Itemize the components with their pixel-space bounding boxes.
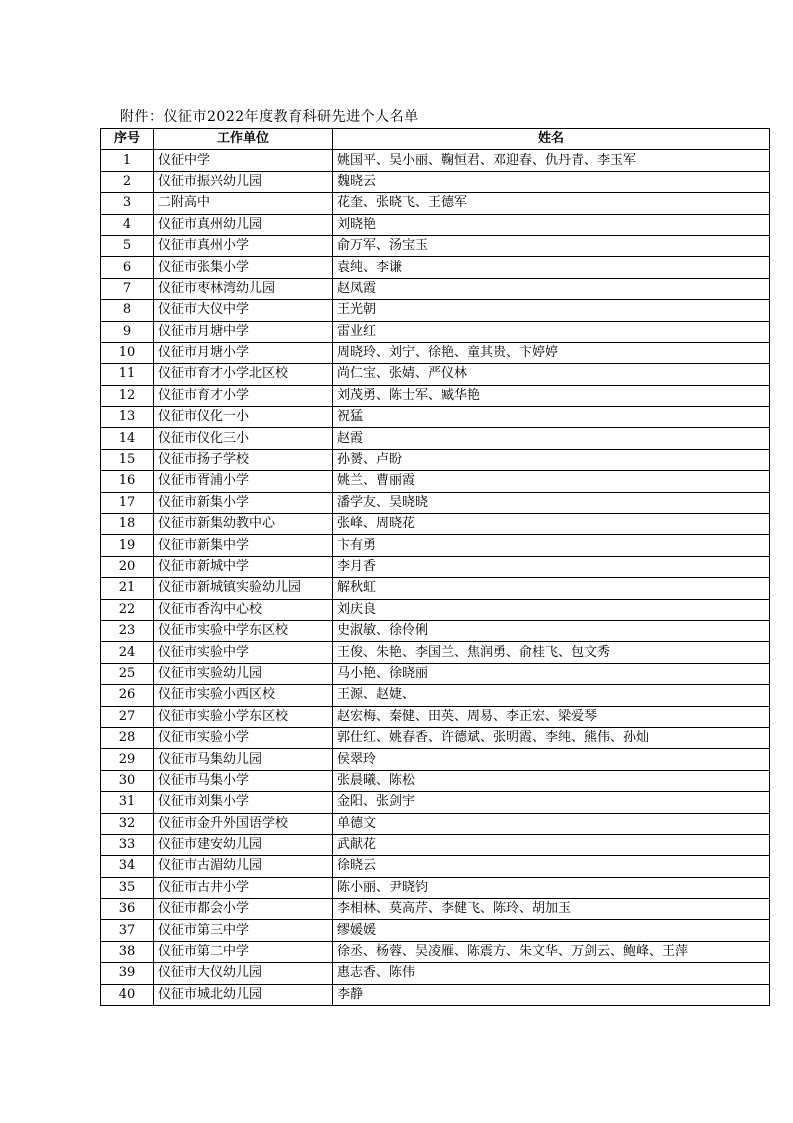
table-row xyxy=(101,556,770,577)
cell-work-unit: 仪征市仪化三小 xyxy=(154,428,333,449)
table-row xyxy=(101,385,770,406)
cell-serial-number: 7 xyxy=(101,278,154,299)
cell-work-unit: 仪征市都会小学 xyxy=(154,899,333,920)
cell-serial-number: 35 xyxy=(101,877,154,898)
cell-serial-number: 39 xyxy=(101,963,154,984)
table-header-row xyxy=(101,129,770,150)
cell-names: 袁纯、李谦 xyxy=(333,257,770,278)
document-title: 附件：仪征市2022年度教育科研先进个人名单 xyxy=(120,109,419,125)
cell-serial-number: 34 xyxy=(101,856,154,877)
cell-work-unit: 仪征市实验幼儿园 xyxy=(154,663,333,684)
cell-serial-number: 14 xyxy=(101,428,154,449)
cell-work-unit: 仪征市新城镇实验幼儿园 xyxy=(154,578,333,599)
cell-work-unit: 仪征市马集小学 xyxy=(154,770,333,791)
table-row xyxy=(101,749,770,770)
cell-names: 潘学友、吴晓晓 xyxy=(333,492,770,513)
cell-work-unit: 仪征市城北幼儿园 xyxy=(154,984,333,1005)
cell-serial-number: 10 xyxy=(101,342,154,363)
cell-work-unit: 仪征市扬子学校 xyxy=(154,449,333,470)
cell-serial-number: 4 xyxy=(101,214,154,235)
table-row xyxy=(101,963,770,984)
cell-names: 花奎、张晓飞、王德军 xyxy=(333,193,770,214)
table-body xyxy=(101,150,770,1006)
table-row xyxy=(101,407,770,428)
table-row xyxy=(101,663,770,684)
table-row xyxy=(101,834,770,855)
table-row xyxy=(101,620,770,641)
cell-serial-number: 18 xyxy=(101,514,154,535)
cell-serial-number: 30 xyxy=(101,770,154,791)
cell-names: 俞万军、汤宝玉 xyxy=(333,235,770,256)
cell-names: 尚仁宝、张婧、严仪林 xyxy=(333,364,770,385)
cell-names: 周晓玲、刘宁、徐艳、童其贵、卞婷婷 xyxy=(333,342,770,363)
cell-serial-number: 2 xyxy=(101,171,154,192)
table-row xyxy=(101,214,770,235)
cell-names: 单德文 xyxy=(333,813,770,834)
cell-names: 刘茂勇、陈士军、臧华艳 xyxy=(333,385,770,406)
cell-serial-number: 22 xyxy=(101,599,154,620)
cell-serial-number: 17 xyxy=(101,492,154,513)
header-names: 姓名 xyxy=(333,129,770,150)
cell-work-unit: 仪征市实验小学东区校 xyxy=(154,706,333,727)
cell-work-unit: 仪征市第二中学 xyxy=(154,941,333,962)
cell-names: 马小艳、徐晓丽 xyxy=(333,663,770,684)
cell-work-unit: 二附高中 xyxy=(154,193,333,214)
table-row xyxy=(101,920,770,941)
table-row xyxy=(101,856,770,877)
cell-names: 刘晓艳 xyxy=(333,214,770,235)
table-row xyxy=(101,471,770,492)
table-row xyxy=(101,578,770,599)
cell-names: 惠志香、陈伟 xyxy=(333,963,770,984)
cell-names: 姚国平、吴小丽、鞠恒君、邓迎春、仇丹青、李玉军 xyxy=(333,150,770,171)
cell-names: 李静 xyxy=(333,984,770,1005)
table-row xyxy=(101,685,770,706)
cell-work-unit: 仪征市实验中学 xyxy=(154,642,333,663)
cell-work-unit: 仪征市大仪中学 xyxy=(154,300,333,321)
cell-work-unit: 仪征市真州小学 xyxy=(154,235,333,256)
cell-names: 武献花 xyxy=(333,834,770,855)
table-row xyxy=(101,984,770,1005)
table-row xyxy=(101,150,770,171)
table-row xyxy=(101,792,770,813)
cell-serial-number: 25 xyxy=(101,663,154,684)
table-row xyxy=(101,171,770,192)
table-row xyxy=(101,278,770,299)
cell-work-unit: 仪征市张集小学 xyxy=(154,257,333,278)
cell-names: 张峰、周晓花 xyxy=(333,514,770,535)
table-row xyxy=(101,364,770,385)
table-row xyxy=(101,300,770,321)
cell-work-unit: 仪征市古井小学 xyxy=(154,877,333,898)
cell-names: 卞有勇 xyxy=(333,535,770,556)
cell-work-unit: 仪征市真州幼儿园 xyxy=(154,214,333,235)
table-row xyxy=(101,727,770,748)
cell-names: 王光朝 xyxy=(333,300,770,321)
cell-work-unit: 仪征市第三中学 xyxy=(154,920,333,941)
cell-work-unit: 仪征市实验小西区校 xyxy=(154,685,333,706)
cell-serial-number: 3 xyxy=(101,193,154,214)
cell-work-unit: 仪征市枣林湾幼儿园 xyxy=(154,278,333,299)
cell-serial-number: 20 xyxy=(101,556,154,577)
cell-work-unit: 仪征市育才小学 xyxy=(154,385,333,406)
cell-work-unit: 仪征市育才小学北区校 xyxy=(154,364,333,385)
cell-serial-number: 36 xyxy=(101,899,154,920)
cell-work-unit: 仪征市新集小学 xyxy=(154,492,333,513)
cell-names: 魏晓云 xyxy=(333,171,770,192)
table-row xyxy=(101,193,770,214)
cell-names: 赵霞 xyxy=(333,428,770,449)
header-work-unit: 工作单位 xyxy=(154,129,333,150)
cell-names: 解秋虹 xyxy=(333,578,770,599)
table-row xyxy=(101,599,770,620)
cell-work-unit: 仪征市马集幼儿园 xyxy=(154,749,333,770)
cell-serial-number: 24 xyxy=(101,642,154,663)
cell-work-unit: 仪征市月塘小学 xyxy=(154,342,333,363)
cell-serial-number: 13 xyxy=(101,407,154,428)
cell-names: 李相林、莫高芹、李健飞、陈玲、胡加玉 xyxy=(333,899,770,920)
cell-names: 姚兰、曹丽霞 xyxy=(333,471,770,492)
table-row xyxy=(101,514,770,535)
cell-names: 王源、赵婕、 xyxy=(333,685,770,706)
cell-serial-number: 6 xyxy=(101,257,154,278)
cell-names: 赵宏梅、秦健、田英、周易、李正宏、梁爱琴 xyxy=(333,706,770,727)
cell-names: 王俊、朱艳、李国兰、焦润勇、俞桂飞、包文秀 xyxy=(333,642,770,663)
cell-work-unit: 仪征市新城中学 xyxy=(154,556,333,577)
table-row xyxy=(101,899,770,920)
cell-work-unit: 仪征市新集幼教中心 xyxy=(154,514,333,535)
cell-serial-number: 28 xyxy=(101,727,154,748)
cell-names: 张晨曦、陈松 xyxy=(333,770,770,791)
header-serial-number: 序号 xyxy=(101,129,154,150)
cell-work-unit: 仪征市刘集小学 xyxy=(154,792,333,813)
cell-names: 雷业红 xyxy=(333,321,770,342)
cell-names: 陈小丽、尹晓钧 xyxy=(333,877,770,898)
table-row xyxy=(101,642,770,663)
table-row xyxy=(101,813,770,834)
table-row xyxy=(101,770,770,791)
cell-names: 刘庆良 xyxy=(333,599,770,620)
cell-serial-number: 32 xyxy=(101,813,154,834)
cell-serial-number: 16 xyxy=(101,471,154,492)
cell-serial-number: 40 xyxy=(101,984,154,1005)
cell-names: 李月香 xyxy=(333,556,770,577)
cell-work-unit: 仪征市香沟中心校 xyxy=(154,599,333,620)
cell-serial-number: 27 xyxy=(101,706,154,727)
table-row xyxy=(101,342,770,363)
cell-work-unit: 仪征市仪化一小 xyxy=(154,407,333,428)
cell-serial-number: 15 xyxy=(101,449,154,470)
table-row xyxy=(101,257,770,278)
cell-work-unit: 仪征中学 xyxy=(154,150,333,171)
cell-serial-number: 9 xyxy=(101,321,154,342)
cell-serial-number: 12 xyxy=(101,385,154,406)
roster-table xyxy=(100,128,770,1006)
cell-work-unit: 仪征市实验小学 xyxy=(154,727,333,748)
table-row xyxy=(101,877,770,898)
cell-names: 徐晓云 xyxy=(333,856,770,877)
cell-names: 赵凤霞 xyxy=(333,278,770,299)
cell-work-unit: 仪征市大仪幼儿园 xyxy=(154,963,333,984)
cell-serial-number: 33 xyxy=(101,834,154,855)
cell-serial-number: 29 xyxy=(101,749,154,770)
table-row xyxy=(101,321,770,342)
table-row xyxy=(101,235,770,256)
table-row xyxy=(101,535,770,556)
cell-work-unit: 仪征市金升外国语学校 xyxy=(154,813,333,834)
table-row xyxy=(101,706,770,727)
cell-work-unit: 仪征市新集中学 xyxy=(154,535,333,556)
cell-serial-number: 23 xyxy=(101,620,154,641)
cell-serial-number: 31 xyxy=(101,792,154,813)
cell-work-unit: 仪征市胥浦小学 xyxy=(154,471,333,492)
cell-work-unit: 仪征市振兴幼儿园 xyxy=(154,171,333,192)
table-row xyxy=(101,428,770,449)
table-row xyxy=(101,941,770,962)
cell-work-unit: 仪征市古湄幼儿园 xyxy=(154,856,333,877)
cell-names: 侯翠玲 xyxy=(333,749,770,770)
cell-serial-number: 8 xyxy=(101,300,154,321)
cell-serial-number: 21 xyxy=(101,578,154,599)
cell-serial-number: 1 xyxy=(101,150,154,171)
cell-names: 孙赟、卢盼 xyxy=(333,449,770,470)
table-row xyxy=(101,492,770,513)
cell-names: 祝猛 xyxy=(333,407,770,428)
cell-serial-number: 38 xyxy=(101,941,154,962)
cell-serial-number: 5 xyxy=(101,235,154,256)
cell-serial-number: 11 xyxy=(101,364,154,385)
cell-names: 徐丞、杨蓉、吴凌雁、陈震方、朱文华、万剑云、鲍峰、王萍 xyxy=(333,941,770,962)
cell-names: 缪媛媛 xyxy=(333,920,770,941)
cell-serial-number: 37 xyxy=(101,920,154,941)
cell-work-unit: 仪征市建安幼儿园 xyxy=(154,834,333,855)
cell-names: 金阳、张剑宇 xyxy=(333,792,770,813)
cell-work-unit: 仪征市实验中学东区校 xyxy=(154,620,333,641)
cell-serial-number: 19 xyxy=(101,535,154,556)
cell-names: 郭仕红、姚春香、许德斌、张明霞、李纯、熊伟、孙灿 xyxy=(333,727,770,748)
cell-names: 史淑敏、徐伶俐 xyxy=(333,620,770,641)
table-row xyxy=(101,449,770,470)
cell-serial-number: 26 xyxy=(101,685,154,706)
cell-work-unit: 仪征市月塘中学 xyxy=(154,321,333,342)
